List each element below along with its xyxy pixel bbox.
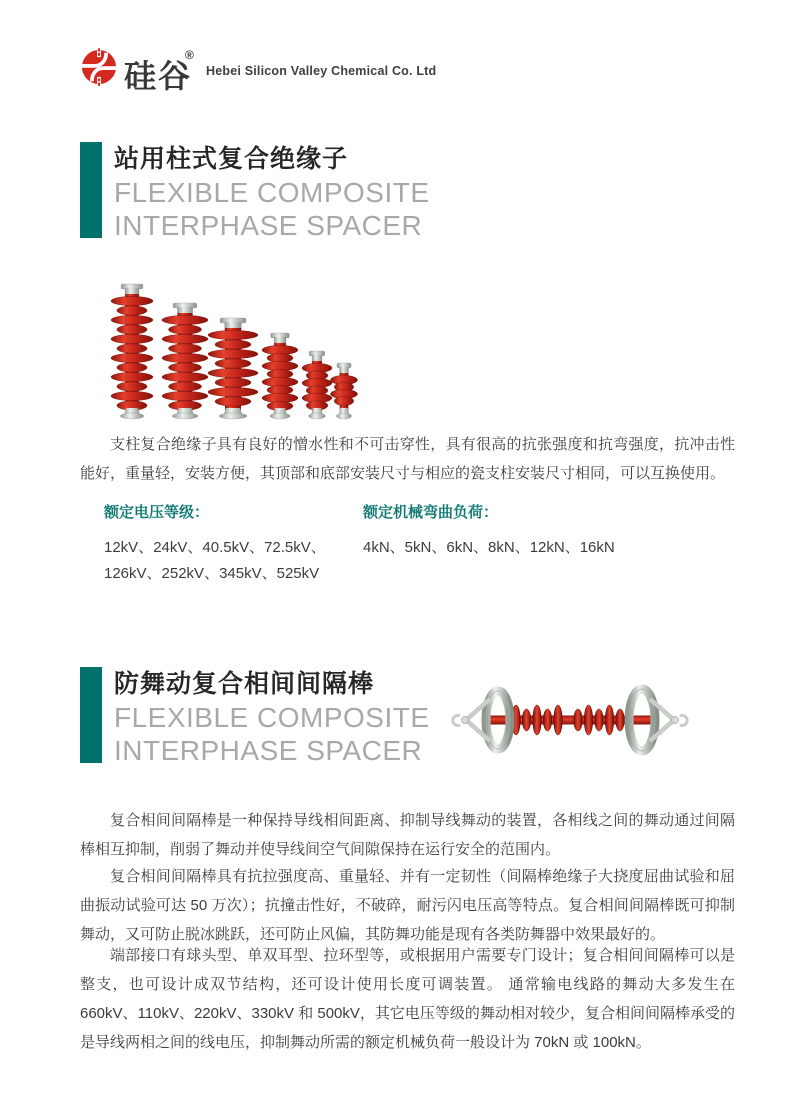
section-title-en-line2: INTERPHASE SPACER: [114, 210, 423, 241]
spacer-paragraph-2: 复合相间间隔棒具有抗拉强度高、重量轻、并有一定韧性（间隔棒绝缘子大挠度屈曲试验和屈曲振动试验可达 50 万次）；抗撞击性好，不破碎，耐污闪电压高等特点。复合相间间隔棒既可抑制舞动，又可防止脱冰跳跃，还可防止风偏，其防舞功能是现有各类防舞器中效果最好的。: [80, 868, 735, 943]
section-title-en-line1: FLEXIBLE COMPOSITE: [114, 177, 430, 208]
spec-bending-load-label: 额定机械弯曲负荷：: [363, 504, 499, 521]
section-accent-bar: [80, 667, 102, 763]
section-title-zh: 站用柱式复合绝缘子: [114, 145, 349, 173]
section-accent-bar: [80, 142, 102, 238]
spec-bending-load-line1: 4kN、5kN、6kN、8kN、12kN、16kN: [363, 539, 615, 556]
section-title-en: [114, 701, 430, 767]
spec-voltage-line1: 12kV、24kV、40.5kV、72.5kV、: [104, 539, 326, 556]
spec-bending-load-values: [363, 535, 615, 561]
registered-trademark-mark: ®: [185, 48, 194, 62]
post-insulators-image: [100, 276, 400, 426]
spec-voltage-values: [104, 535, 326, 587]
spec-bending-load-column: [363, 501, 615, 561]
interphase-spacer-image: [450, 672, 690, 767]
section-title-zh: 防舞动复合相间间隔棒: [114, 670, 375, 698]
company-name: Hebei Silicon Valley Chemical Co. Ltd: [206, 64, 437, 78]
spec-voltage-column: [104, 501, 326, 587]
spacer-paragraph-3: 端部接口有球头型、单双耳型、拉环型等，或根据用户需要专门设计；复合相间间隔棒可以是整支，也可设计成双节结构，还可设计使用长度可调装置。 通常输电线路的舞动大多发生在 660kV、110kV、220kV、330kV 和 500kV，其它电压等级的舞动相对较少，复合相间间隔棒承受的是导线两相之间的线电压，抑制舞动所需的额定机械负荷一般设计为 70kN 或 100kN。: [80, 947, 735, 1051]
brand-logo-text: 硅谷: [124, 58, 193, 94]
brand-logo-icon: [77, 45, 121, 89]
section-title-en-line1: FLEXIBLE COMPOSITE: [114, 702, 430, 733]
spec-voltage-line2: 126kV、252kV、345kV、525kV: [104, 565, 320, 582]
spacer-paragraph-1: 复合相间间隔棒是一种保持导线相间距离、抑制导线舞动的装置，各相线之间的舞动通过间隔棒相互抑制，削弱了舞动并使导线间空气间隙保持在运行安全的范围内。: [80, 812, 735, 858]
section-title-en-line2: INTERPHASE SPACER: [114, 735, 423, 766]
product-description: 支柱复合绝缘子具有良好的憎水性和不可击穿性，具有很高的抗张强度和抗弯强度，抗冲击性能好，重量轻，安装方便，其顶部和底部安装尺寸与相应的瓷支柱安装尺寸相同，可以互换使用。: [80, 436, 735, 482]
section-title-en: [114, 176, 430, 242]
spec-voltage-label: 额定电压等级：: [104, 504, 210, 521]
